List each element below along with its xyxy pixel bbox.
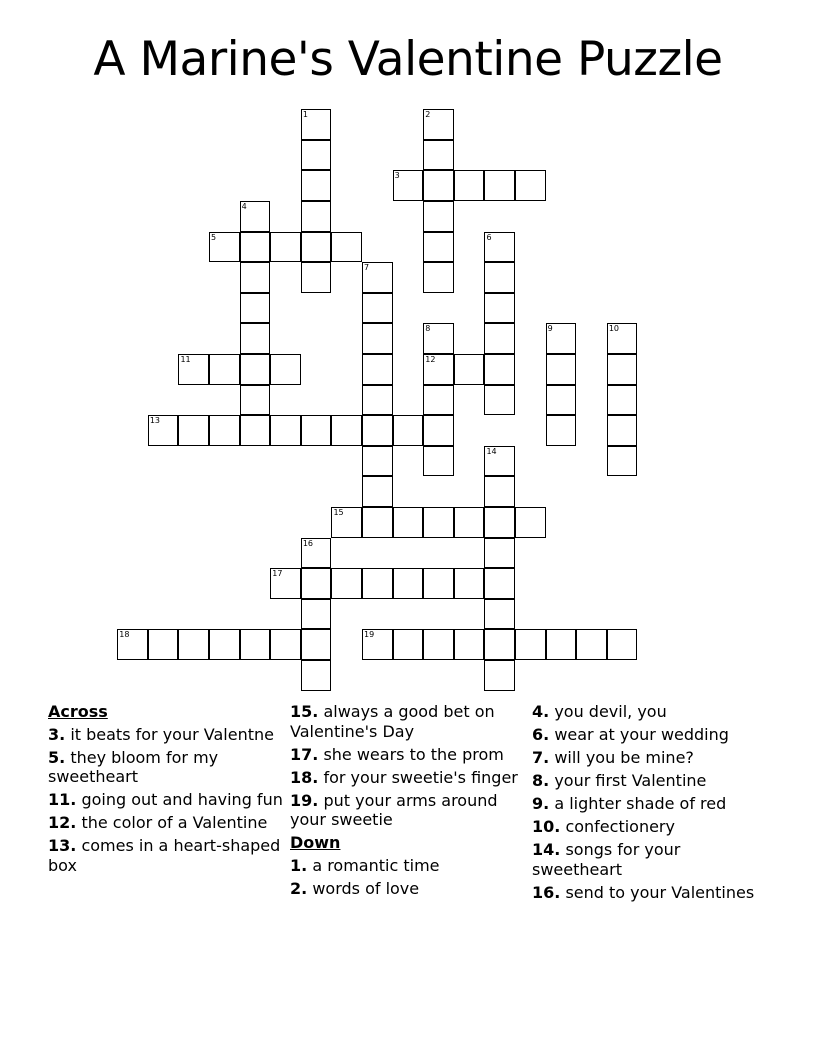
grid-cell[interactable] (423, 507, 454, 538)
clue-down-2: 2. words of love (290, 878, 420, 898)
grid-cell[interactable] (362, 446, 393, 477)
grid-cell[interactable] (546, 354, 577, 385)
grid-cell[interactable] (301, 140, 332, 171)
grid-cell[interactable] (362, 323, 393, 354)
grid-cell[interactable] (423, 385, 454, 416)
grid-cell[interactable] (331, 232, 362, 263)
grid-cell[interactable] (178, 415, 209, 446)
grid-cell[interactable] (423, 109, 454, 140)
grid-cell[interactable] (484, 446, 515, 477)
grid-cell[interactable] (576, 629, 607, 660)
grid-cell[interactable] (393, 415, 424, 446)
grid-cell[interactable] (270, 232, 301, 263)
grid-cell[interactable] (607, 354, 638, 385)
clue-across-17: 17. she wears to the prom (290, 744, 504, 764)
grid-cell[interactable] (393, 507, 424, 538)
cell-number: 2 (425, 110, 431, 120)
grid-cell[interactable] (240, 262, 271, 293)
grid-cell[interactable] (393, 629, 424, 660)
clue-across-12: 12. the color of a Valentine (48, 813, 268, 832)
grid-cell[interactable] (301, 109, 332, 140)
grid-cell[interactable] (515, 629, 546, 660)
clue-down-16: 16. send to your Valentines (532, 882, 755, 902)
grid-cell[interactable] (484, 323, 515, 354)
clues-column-3 (532, 702, 768, 906)
clue-down-14: 14. songs for your sweetheart (532, 840, 681, 879)
clue-down-1: 1. a romantic time (290, 855, 440, 875)
grid-cell[interactable] (423, 568, 454, 599)
cell-number: 5 (211, 232, 217, 242)
down-heading: Down (290, 833, 341, 852)
grid-cell[interactable] (423, 232, 454, 263)
grid-cell[interactable] (484, 568, 515, 599)
grid-cell[interactable] (607, 385, 638, 416)
clues-column-2 (290, 702, 526, 902)
grid-cell[interactable] (423, 415, 454, 446)
grid-cell[interactable] (301, 629, 332, 660)
grid-cell[interactable] (484, 660, 515, 691)
grid-cell[interactable] (393, 170, 424, 201)
clue-across-19: 19. put your arms around your sweetie (290, 790, 498, 829)
cell-number: 17 (272, 569, 283, 579)
grid-cell[interactable] (484, 476, 515, 507)
grid-cell[interactable] (454, 629, 485, 660)
grid-cell[interactable] (393, 568, 424, 599)
grid-cell[interactable] (240, 385, 271, 416)
grid-cell[interactable] (484, 170, 515, 201)
cell-number: 6 (486, 232, 492, 242)
cell-number: 11 (180, 355, 191, 365)
grid-cell[interactable] (301, 415, 332, 446)
clues-column-1 (48, 702, 284, 879)
grid-cell[interactable] (423, 140, 454, 171)
cell-number: 19 (364, 630, 375, 640)
cell-number: 9 (547, 324, 553, 334)
grid-cell[interactable] (240, 415, 271, 446)
grid-cell[interactable] (484, 232, 515, 263)
grid-cell[interactable] (423, 446, 454, 477)
grid-cell[interactable] (301, 170, 332, 201)
puzzle-title: A Marine's Valentine Puzzle (93, 32, 723, 87)
grid-cell[interactable] (301, 599, 332, 630)
clue-across-11: 11. going out and having fun (48, 790, 283, 809)
grid-cell[interactable] (515, 507, 546, 538)
grid-cell[interactable] (484, 599, 515, 630)
grid-cell[interactable] (423, 354, 454, 385)
cell-number: 8 (425, 324, 431, 334)
clue-down-10: 10. confectionery (532, 817, 675, 836)
clue-across-5: 5. they bloom for my sweetheart (48, 747, 219, 786)
grid-cell[interactable] (270, 354, 301, 385)
grid-cell[interactable] (546, 415, 577, 446)
grid-cell[interactable] (484, 354, 515, 385)
cell-number: 14 (486, 446, 497, 456)
grid-cell[interactable] (301, 660, 332, 691)
grid-cell[interactable] (209, 232, 240, 263)
cell-number: 12 (425, 355, 436, 365)
grid-cell[interactable] (240, 293, 271, 324)
grid-cell[interactable] (423, 323, 454, 354)
grid-cell[interactable] (331, 568, 362, 599)
grid-cell[interactable] (362, 476, 393, 507)
grid-cell[interactable] (362, 568, 393, 599)
grid-cell[interactable] (209, 629, 240, 660)
cell-number: 13 (149, 416, 161, 426)
grid-cell[interactable] (484, 262, 515, 293)
cell-number: 3 (394, 171, 400, 181)
grid-cell[interactable] (454, 354, 485, 385)
grid-cell[interactable] (270, 415, 301, 446)
grid-cell[interactable] (178, 629, 209, 660)
clue-down-6: 6. wear at your wedding (532, 725, 729, 744)
grid-cell[interactable] (362, 293, 393, 324)
grid-cell[interactable] (301, 201, 332, 232)
grid-cell[interactable] (362, 262, 393, 293)
cell-number: 7 (364, 263, 370, 273)
grid-cell[interactable] (148, 415, 179, 446)
across-heading: Across (48, 702, 108, 721)
grid-cell[interactable] (331, 507, 362, 538)
grid-cell[interactable] (607, 323, 638, 354)
grid-cell[interactable] (209, 354, 240, 385)
grid-cell[interactable] (301, 262, 332, 293)
clue-down-4: 4. you devil, you (532, 702, 667, 721)
grid-cell[interactable] (270, 568, 301, 599)
grid-cell[interactable] (423, 170, 454, 201)
grid-cell[interactable] (240, 232, 271, 263)
grid-cell[interactable] (148, 629, 179, 660)
cell-number: 10 (608, 324, 620, 334)
grid-cell[interactable] (209, 415, 240, 446)
grid-cell[interactable] (423, 262, 454, 293)
grid-cell[interactable] (515, 170, 546, 201)
clue-down-9: 9. a lighter shade of red (532, 794, 727, 813)
clue-down-8: 8. your first Valentine (532, 771, 707, 790)
grid-cell[interactable] (423, 629, 454, 660)
grid-cell[interactable] (301, 568, 332, 599)
grid-cell[interactable] (484, 629, 515, 660)
clue-across-13: 13. comes in a heart-shaped box (48, 836, 281, 875)
cell-number: 16 (302, 538, 314, 548)
grid-cell[interactable] (362, 415, 393, 446)
grid-cell[interactable] (546, 323, 577, 354)
grid-cell[interactable] (546, 385, 577, 416)
grid-cell[interactable] (117, 629, 148, 660)
grid-cell[interactable] (240, 629, 271, 660)
grid-cell[interactable] (331, 415, 362, 446)
grid-cell[interactable] (362, 354, 393, 385)
grid-cell[interactable] (454, 507, 485, 538)
grid-cell[interactable] (301, 538, 332, 569)
grid-cell[interactable] (607, 446, 638, 477)
cell-number: 18 (119, 630, 130, 640)
grid-cell[interactable] (362, 385, 393, 416)
grid-cell[interactable] (484, 507, 515, 538)
cell-number: 1 (302, 110, 308, 120)
grid-cell[interactable] (178, 354, 209, 385)
grid-cell[interactable] (240, 354, 271, 385)
clue-across-3: 3. it beats for your Valentne (48, 724, 274, 744)
grid-cell[interactable] (484, 385, 515, 416)
grid-cell[interactable] (362, 507, 393, 538)
cell-number: 4 (241, 202, 247, 212)
grid-cell[interactable] (607, 415, 638, 446)
clue-down-7: 7. will you be mine? (532, 748, 694, 767)
grid-cell[interactable] (362, 629, 393, 660)
grid-cell[interactable] (301, 232, 332, 263)
clue-across-15: 15. always a good bet on Valentine's Day (290, 702, 495, 741)
grid-cell[interactable] (270, 629, 301, 660)
grid-cell[interactable] (240, 201, 271, 232)
grid-cell[interactable] (484, 293, 515, 324)
grid-cell[interactable] (454, 568, 485, 599)
grid-cell[interactable] (240, 323, 271, 354)
grid-cell[interactable] (607, 629, 638, 660)
grid-cell[interactable] (423, 201, 454, 232)
grid-cell[interactable] (546, 629, 577, 660)
clue-across-18: 18. for your sweetie's finger (290, 767, 518, 787)
grid-cell[interactable] (484, 538, 515, 569)
grid-cell[interactable] (454, 170, 485, 201)
cell-number: 15 (333, 508, 344, 518)
